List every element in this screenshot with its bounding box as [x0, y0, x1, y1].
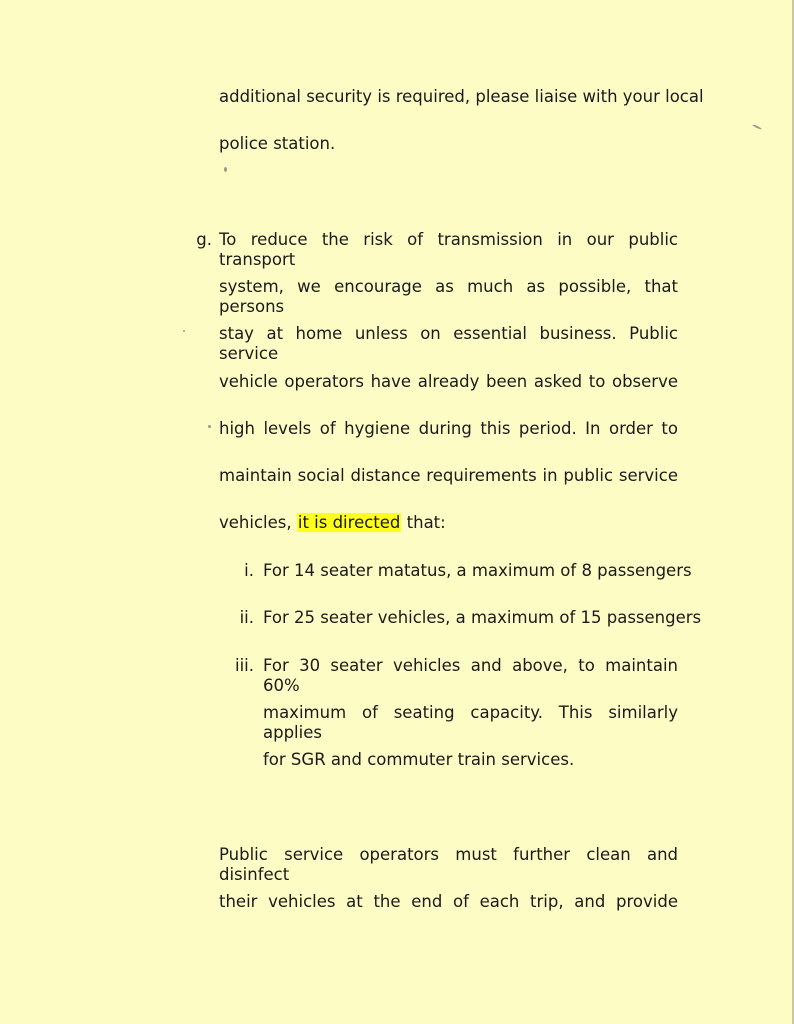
text-segment: that:	[401, 513, 446, 532]
list-marker-i: i.	[244, 561, 254, 580]
body-text-line: system, we encourage as much as possible, that persons	[219, 277, 678, 316]
text-segment: vehicles,	[219, 513, 297, 532]
body-text-line: maximum of seating capacity. This similarly applies	[263, 703, 678, 742]
body-text-line: vehicle operators have already been asked to observe	[219, 372, 678, 391]
body-text-line: additional security is required, please liaise with your local	[219, 87, 704, 106]
list-marker-iii: iii.	[235, 656, 254, 675]
body-text-line: police station.	[219, 134, 336, 153]
body-text-line: For 25 seater vehicles, a maximum of 15 passengers	[263, 608, 702, 627]
scan-speck	[208, 425, 211, 428]
scan-speck	[752, 124, 762, 130]
body-text-line: To reduce the risk of transmission in our public transport	[219, 230, 678, 269]
body-text-line: their vehicles at the end of each trip, and provide	[219, 892, 678, 911]
body-text-line: For 14 seater matatus, a maximum of 8 passengers	[263, 561, 692, 580]
list-marker-ii: ii.	[239, 608, 254, 627]
list-marker-g: g.	[196, 230, 212, 249]
body-text-line: Public service operators must further clean and disinfect	[219, 845, 678, 884]
body-text-line: stay at home unless on essential business. Public service	[219, 324, 678, 363]
highlighted-text: it is directed	[297, 513, 401, 532]
body-text-line: For 30 seater vehicles and above, to maintain 60%	[263, 656, 678, 695]
body-text-line: maintain social distance requirements in public service	[219, 466, 678, 485]
body-text-line: for SGR and commuter train services.	[263, 750, 575, 769]
body-text-line	[219, 513, 446, 533]
scan-speck	[224, 167, 227, 172]
body-text-line: high levels of hygiene during this period. In order to	[219, 419, 678, 438]
scan-speck	[183, 330, 185, 332]
